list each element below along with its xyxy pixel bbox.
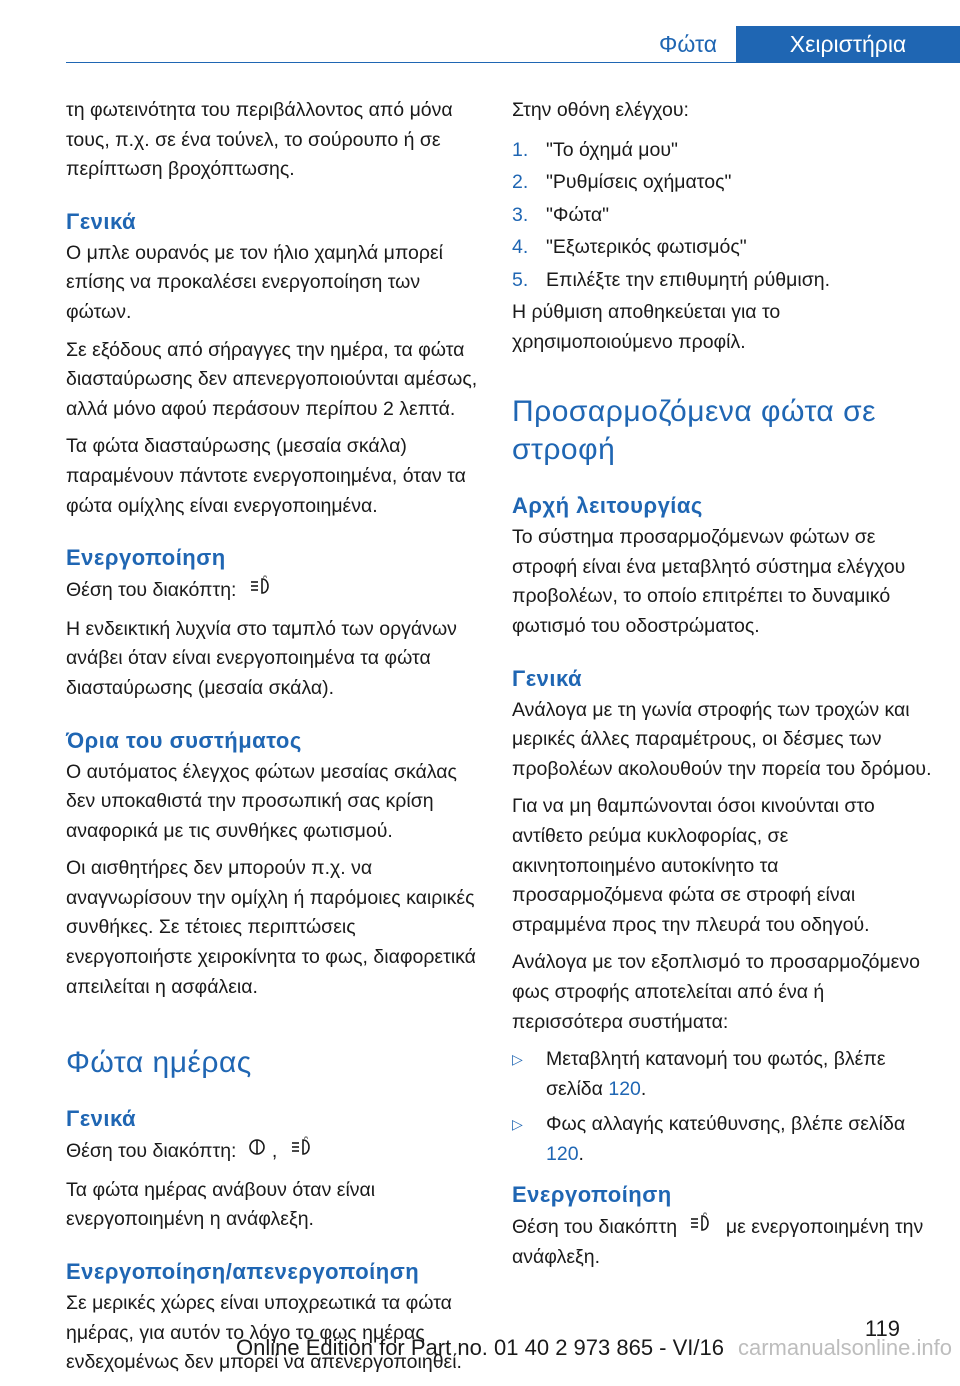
step-text: "Το όχημά μου" — [546, 138, 678, 161]
bullet-end: . — [640, 1077, 647, 1100]
section-title-adaptive-lights: Προσαρμοζόμενα φώτα σε στροφή — [512, 395, 876, 467]
svg-text:A: A — [703, 1211, 708, 1217]
triangle-bullet-icon: ▷ — [512, 1051, 523, 1068]
list-item — [512, 1110, 932, 1169]
watermark: carmanualsonline.info — [737, 1335, 952, 1360]
step-number: 2. — [512, 171, 529, 194]
steps-list — [512, 134, 932, 297]
paragraph: τη φωτεινότητα του περιβάλλοντος από μόνα τους, π.χ. σε ένα τούνελ, το σούρουπο ή σε περίπτωση βροχόπτωσης. — [66, 99, 453, 181]
step-text: Επιλέξτε την επιθυμητή ρύθμιση. — [546, 268, 830, 291]
paragraph: Ο μπλε ουρανός με τον ήλιο χαμηλά μπορεί επίσης να προκαλέσει ενεργοποίηση των φώτων. — [66, 241, 443, 323]
step-number: 5. — [512, 268, 529, 291]
paragraph: Το σύστημα προσαρμοζόμενων φώτων σε στροφή είναι ένα μεταβλητό σύστημα ελέγχου προβολέων, το οποίο επιτρέπει το δυναμικό φωτισμό του οδοστρώματος. — [512, 526, 906, 638]
header-rule — [66, 62, 960, 63]
switch-position-line — [66, 1136, 486, 1168]
svg-text:A: A — [262, 575, 267, 581]
paragraph: Για να μη θαμπώνονται όσοι κινούνται στο αντίθετο ρεύμα κυκλοφορίας, σε ακινητοποιημένο αυτοκίνητο τα προσαρμοζόμενα φώτα σε στροφή είναι στραμμένα προς την πλευρά του οδηγού. — [512, 795, 875, 936]
switch-label: Θέση του διακόπτη: — [66, 579, 237, 602]
subheading-activation: Ενεργοποίηση — [66, 545, 226, 571]
subheading-system-limits: Όρια του συστήματος — [66, 727, 302, 753]
page-number: 119 — [864, 1316, 900, 1341]
triangle-bullet-icon: ▷ — [512, 1116, 523, 1133]
page-link[interactable]: 120 — [608, 1077, 641, 1100]
svg-text:A: A — [303, 1136, 308, 1142]
switch-position-line — [66, 575, 486, 607]
parking-light-icon — [248, 1136, 266, 1168]
switch-label: Θέση του διακόπτη — [512, 1215, 678, 1238]
tab-photos[interactable]: Φώτα — [640, 26, 736, 62]
tab-controls[interactable]: Χειριστήρια — [736, 26, 960, 62]
auto-headlight-icon — [248, 575, 274, 607]
paragraph: Στην οθόνη ελέγχου: — [512, 99, 689, 121]
step-text: "Φώτα" — [546, 203, 610, 226]
paragraph: Σε εξόδους από σήραγγες την ημέρα, τα φώτα διασταύρωσης δεν απενεργοποιούνται αμέσως, αλλά μόνο αφού περάσουν περίπου 2 λεπτά. — [66, 338, 478, 420]
paragraph: Η ενδεικτική λυχνία στο ταμπλό των οργάνων ανάβει όταν είναι ενεργοποιημένα τα φώτα διασταύρωσης (μεσαία σκάλα). — [66, 617, 457, 699]
auto-headlight-icon — [289, 1136, 315, 1168]
switch-position-line — [512, 1212, 932, 1273]
comma: , — [271, 1140, 278, 1163]
bullet-end: . — [578, 1142, 584, 1165]
bullet-text: Φως αλλαγής κατεύθυνσης, βλέπε σελίδα — [546, 1113, 906, 1136]
paragraph: Η ρύθμιση αποθηκεύεται για το χρησιμοποιούμενο προφίλ. — [512, 301, 781, 353]
paragraph: Ο αυτόματος έλεγχος φώτων μεσαίας σκάλας δεν υποκαθιστά την προσωπική σας κρίση αναφορικά με τις συνθήκες φωτισμού. — [66, 760, 457, 842]
switch-suffix: με ενεργοποιημένη την ανάφλεξη. — [512, 1215, 924, 1269]
step-number: 3. — [512, 203, 529, 226]
bullet-text: Μεταβλητή κατανομή του φωτός, βλέπε σελίδα — [546, 1048, 886, 1100]
section-title-daytime-lights: Φώτα ημέρας — [66, 1046, 252, 1080]
paragraph: Οι αισθητήρες δεν μπορούν π.χ. να αναγνωρίσουν την ομίχλη ή παρόμοιες καιρικές συνθήκες. Σε τέτοιες περιπτώσεις ενεργοποιήστε χειροκίνητα το φως, διαφορετικά απειλείται η ασφάλεια. — [66, 857, 476, 998]
auto-headlight-icon — [688, 1212, 714, 1244]
subheading-general: Γενικά — [512, 665, 583, 691]
paragraph: Τα φώτα ημέρας ανάβουν όταν είναι ενεργοποιημένη η ανάφλεξη. — [66, 1178, 376, 1231]
list-item — [512, 199, 932, 232]
edition-footer: Online Edition for Part no. 01 40 2 973 865 - VI/16 — [236, 1335, 724, 1360]
left-column — [66, 96, 486, 1386]
subheading-general: Γενικά — [66, 208, 137, 234]
step-number: 4. — [512, 236, 529, 259]
switch-label: Θέση του διακόπτη: — [66, 1140, 237, 1163]
list-item — [512, 231, 932, 264]
paragraph: Τα φώτα διασταύρωσης (μεσαία σκάλα) παραμένουν πάντοτε ενεργοποιημένα, όταν τα φώτα ομίχλης είναι ενεργοποιημένα. — [66, 435, 466, 517]
paragraph: Ανάλογα με τη γωνία στροφής των τροχών και μερικές άλλες παραμέτρους, οι δέσμες των προβολέων ακολουθούν την πορεία του δρόμου. — [512, 698, 932, 780]
subheading-activation: Ενεργοποίηση — [512, 1181, 672, 1207]
subheading-principle: Αρχή λειτουργίας — [512, 493, 703, 519]
step-text: "Εξωτερικός φωτισμός" — [546, 236, 747, 259]
paragraph: Σε μερικές χώρες είναι υποχρεωτικά τα φώτα ημέρας, για αυτόν το λόγο το φως ημέρας ενδεχομένως δεν μπορεί να απενεργοποιηθεί. — [66, 1292, 462, 1374]
page-link[interactable]: 120 — [546, 1142, 579, 1165]
step-text: "Ρυθμίσεις οχήματος" — [546, 171, 732, 194]
step-number: 1. — [512, 138, 529, 161]
list-item — [512, 134, 932, 167]
list-item — [512, 264, 932, 297]
paragraph: Ανάλογα με τον εξοπλισμό το προσαρμοζόμενο φως στροφής αποτελείται από ένα ή περισσότερα συστήματα: — [512, 951, 920, 1033]
systems-list — [512, 1045, 932, 1169]
subheading-on-off: Ενεργοποίηση/απενεργοποίηση — [66, 1259, 420, 1285]
list-item — [512, 166, 932, 199]
right-column — [512, 96, 932, 1281]
list-item — [512, 1045, 932, 1104]
subheading-general: Γενικά — [66, 1106, 137, 1132]
